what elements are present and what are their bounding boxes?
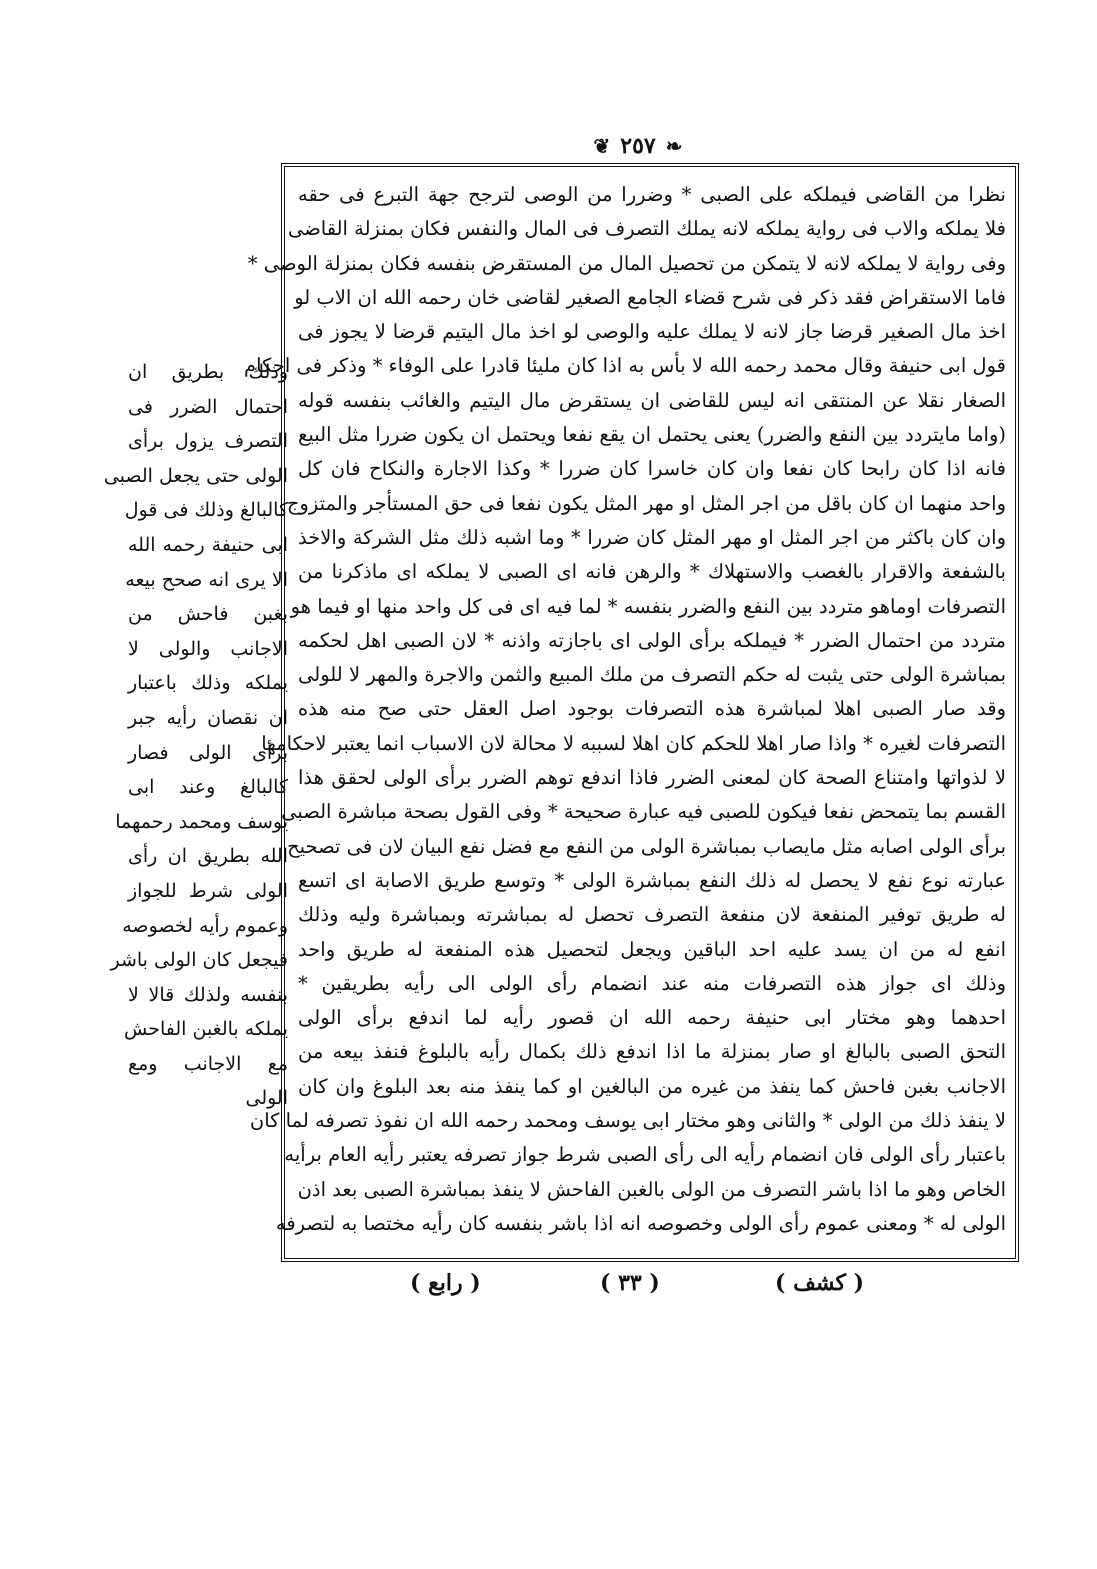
main-text-line: انفع له من ان يسد عليه احد الباقين ويجعل لتحصيل هذه المنفعة له طريق واحد xyxy=(298,937,1006,961)
main-text-line: الولى له * ومعنى عموم رأى الولى وخصوصه انه اذا باشر بنفسه كان رأيه مختصا به لتصرفه xyxy=(275,1211,1006,1235)
margin-text-line: الولى xyxy=(245,1087,288,1110)
margin-text-line: يوسف ومحمد رحمهما xyxy=(115,810,288,833)
ornament-left-icon: ❦ xyxy=(593,134,611,158)
margin-text-line: يملكه وذلك باعتبار xyxy=(128,672,288,695)
main-text-line: وقد صار الصبى اهلا لمباشرة هذه التصرفات بوجود اصل العقل حتى صح منه هذه xyxy=(298,697,1006,721)
margin-text-line: الله بطريق ان رأى xyxy=(128,845,288,868)
margin-text-line: احتمال الضرر فى xyxy=(128,395,288,418)
main-text-line: اخذ مال الصغير قرضا جاز لانه لا يملك عليه والوصى لو اخذ مال اليتيم قرضا لا يجوز فى xyxy=(298,320,1006,344)
main-text-line: بالشفعة والاقرار بالغصب والاستهلاك * والرهن فانه اى الصبى لا يملكه اى ماذكرنا من xyxy=(298,560,1006,584)
margin-text-line: كالبالغ وعند ابى xyxy=(128,776,288,799)
main-text-line: لا لذواتها وامتناع الصحة كان لمعنى الضرر فاذا اندفع توهم الضرر برأى الولى لحقق هذا xyxy=(298,766,1006,790)
main-text-line: (واما مايتردد بين النفع والضرر) يعنى يحتمل ان يقع نفعا ويحتمل ان يكون ضررا مثل البيع xyxy=(298,423,1006,447)
main-text-line: التحق الصبى بالبالغ او صار بمنزلة ما اذا اندفع ذلك بكمال رأيه بالبلوغ فنفذ بيعه من xyxy=(298,1040,1006,1064)
margin-text-line: فيجعل كان الولى باشر xyxy=(110,949,288,972)
margin-text-line: الاجانب والولى لا xyxy=(128,637,288,660)
main-text-line: بمباشرة الولى حتى يثبت له حكم التصرف من ملك المبيع والثمن والاجرة والمهر لا للولى xyxy=(298,663,1006,687)
main-text-line: واحد منهما ان كان باقل من اجر المثل او مهر المثل يكون نفعا فى حق المستأجر والمتزوج xyxy=(286,491,1006,515)
margin-text-line: التصرف يزول برأى xyxy=(128,430,288,453)
main-text-line: نظرا من القاضى فيملكه على الصبى * وضررا من الوصى لترجح جهة التبرع فى حقه xyxy=(298,183,1006,206)
main-text-line: التصرفات اوماهو متردد بين النفع والضرر بنفسه * لما فيه اى فى كل واحد منها او فيما هو xyxy=(290,594,1006,618)
margin-text-line: ان نقصان رأيه جبر xyxy=(128,706,288,729)
margin-text-line: برأى الولى فصار xyxy=(128,741,288,764)
page-number-text: ٢٥٧ xyxy=(620,133,656,159)
main-text-line: لا ينفذ ذلك من الولى * والثانى وهو مختار ابى يوسف ومحمد رحمه الله ان نفوذ تصرفه لما كان xyxy=(249,1109,1006,1133)
footer-signature-left: ( رابع ) xyxy=(410,1270,481,1297)
main-text-line: الصغار نقلا عن المنتقى انه ليس للقاضى ان يستقرض مال اليتيم والغائب بنفسه قوله xyxy=(298,388,1006,412)
margin-text-line: الا يرى انه صحح بيعه xyxy=(125,568,288,591)
margin-commentary xyxy=(103,355,288,1116)
margin-text-line: بغبن فاحش من xyxy=(128,603,288,626)
main-text-line: فلا يملكه والاب فى رواية يملكه لانه يملك التصرف فى المال والنفس فكان بمنزلة القاضى xyxy=(287,217,1006,241)
margin-text-line: وذلك بطريق ان xyxy=(128,361,288,383)
main-text-line: القسم بما يتمحض نفعا فيكون للصبى فيه عبارة صحيحة * وفى القول بصحة مباشرة الصبى xyxy=(281,800,1006,824)
margin-text-line: كالبالغ وذلك فى قول xyxy=(124,499,288,522)
margin-text-line: وعموم رأيه لخصوصه xyxy=(122,914,288,937)
main-text-line: احدهما وهو مختار ابى حنيفة رحمه الله ان قصور رأيه لما اندفع برأى الولى xyxy=(298,1006,1006,1030)
main-text-line: الخاص وهو ما اذا باشر التصرف من الولى بالغبن الفاحش لا ينفذ بمباشرة الصبى بعد اذن xyxy=(297,1177,1006,1201)
margin-text-line: بنفسه ولذلك قالا لا xyxy=(128,983,288,1006)
page-number xyxy=(583,132,693,160)
main-text-line: فانه اذا كان رابحا كان نفعا وان كان خاسرا كان ضررا * وكذا الاجارة والنكاح فان كل xyxy=(298,457,1006,481)
main-text-line: عبارته نوع نفع لا يحصل له ذلك النفع بمباشرة الولى * وتوسع طريق الاصابة اى اتسع xyxy=(298,868,1006,892)
main-text-line: متردد من احتمال الضرر * فيملكه برأى الولى اى باجازته واذنه * لان الصبى اهل لحكمه xyxy=(298,628,1006,652)
main-text-line: له طريق توفير المنفعة لان منفعة التصرف تحصل له بمباشرته وبمباشرة وليه وذلك xyxy=(298,903,1006,927)
ornament-right-icon: ❧ xyxy=(665,134,683,158)
main-text-line: باعتبار رأى الولى فان انضمام رأيه الى رأى الصبى شرط جواز تصرفه يعتبر رأيه العام برأيه xyxy=(284,1143,1006,1167)
main-text-line: فاما الاستقراض فقد ذكر فى شرح قضاء الجامع الصغير لقاضى خان رحمه الله ان الاب لو xyxy=(294,285,1006,309)
margin-text-line: مع الاجانب ومع xyxy=(128,1052,288,1075)
main-text-line: برأى الولى اصابه مثل مايصاب بمباشرة الولى من النفع مع فضل نفع البيان لان فى تصحيح xyxy=(287,834,1006,858)
margin-text-line: ابى حنيفة رحمه الله xyxy=(128,533,288,556)
main-text-line: وفى رواية لا يملكه لانه لا يتمكن من تحصيل المال من المستقرض بنفسه فكان بمنزلة الوصى * xyxy=(247,251,1006,275)
main-text-line: الاجانب بغبن فاحش كما ينفذ من غيره من البالغين او كما ينفذ منه بعد البلوغ وان كان xyxy=(298,1074,1006,1098)
main-text-line: قول ابى حنيفة وقال محمد رحمه الله لا بأس به اذا كان مليئا قادرا على الوفاء * وذكر فى احكام xyxy=(244,354,1006,378)
margin-text-line: الولى شرط للجواز xyxy=(128,879,288,902)
margin-text-line: الولى حتى يجعل الصبى xyxy=(103,464,288,487)
main-text-block xyxy=(244,178,1006,1241)
footer-signature-right: ( كشف ) xyxy=(775,1270,865,1297)
main-text-line: وذلك اى جواز هذه التصرفات منه عند انضمام رأى الولى الى رأيه بطريقين * xyxy=(298,971,1006,995)
main-text-line: وان كان باكثر من اجر المثل او مهر المثل كان ضررا * وما اشبه ذلك مثل الشركة والاخذ xyxy=(298,525,1006,549)
margin-text-line: يملكه بالغبن الفاحش xyxy=(124,1018,288,1041)
main-text-line: التصرفات لغيره * واذا صار اهلا للحكم كان اهلا لسببه لا محالة لان الاسباب انما يعتبر لاحكامها xyxy=(261,731,1006,755)
footer-signature-center: ( ٣٣ ) xyxy=(600,1270,660,1297)
